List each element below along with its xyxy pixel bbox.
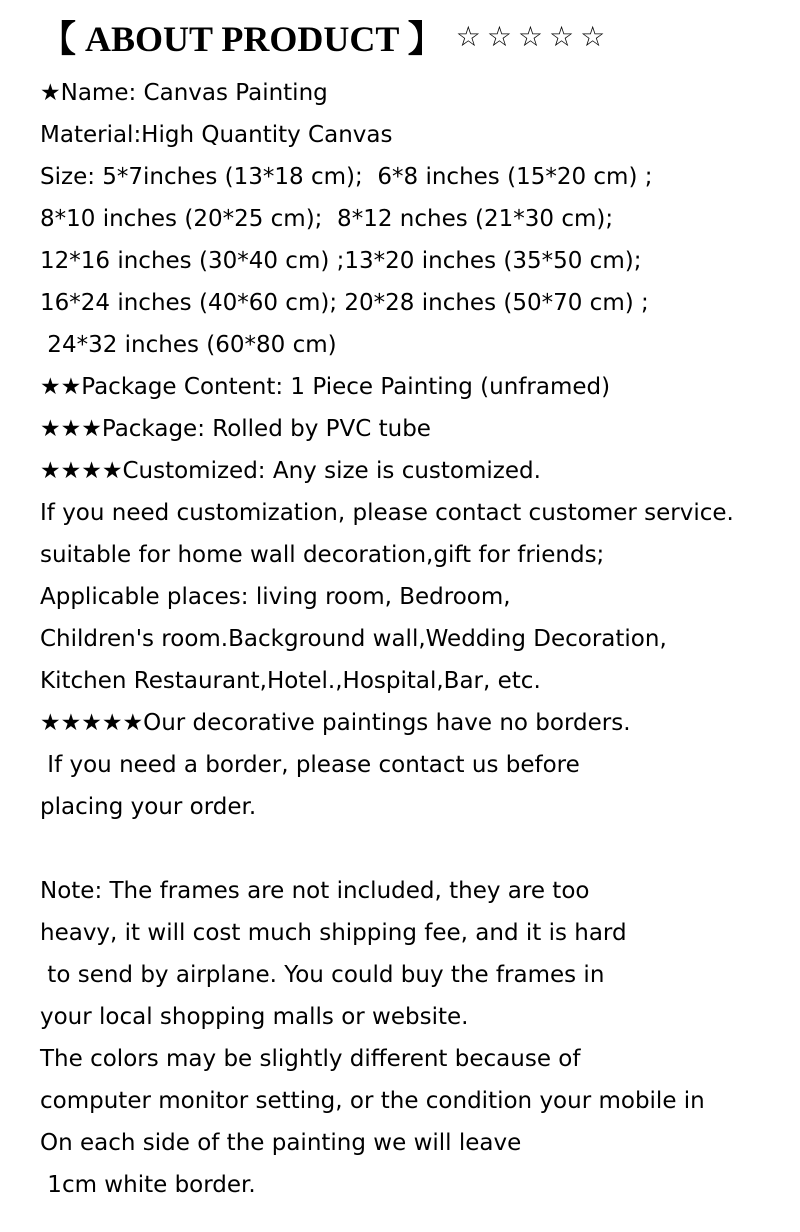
page-title: 【 ABOUT PRODUCT 】 (40, 18, 444, 59)
description-line: Kitchen Restaurant,Hotel.,Hospital,Bar, etc. (40, 668, 541, 694)
product-description (40, 72, 780, 1206)
description-line: Material:High Quantity Canvas (40, 122, 393, 148)
note-line: your local shopping malls or website. (40, 1004, 469, 1030)
page-header (40, 10, 611, 62)
description-line: Applicable places: living room, Bedroom, (40, 584, 511, 610)
blank-line (40, 828, 780, 870)
description-line: If you need a border, please contact us before (40, 752, 580, 778)
description-line: If you need customization, please contact customer service. (40, 500, 734, 526)
note-line: heavy, it will cost much shipping fee, and it is hard (40, 920, 627, 946)
description-line: Size: 5*7inches (13*18 cm); 6*8 inches (15*20 cm) ; (40, 164, 653, 190)
description-line: suitable for home wall decoration,gift for friends; (40, 542, 605, 568)
description-line: 8*10 inches (20*25 cm); 8*12 nches (21*30 cm); (40, 206, 614, 232)
note-line: computer monitor setting, or the condition your mobile in (40, 1088, 705, 1114)
note-line: to send by airplane. You could buy the frames in (40, 962, 605, 988)
note-line: Note: The frames are not included, they are too (40, 878, 590, 904)
description-line: 16*24 inches (40*60 cm); 20*28 inches (50*70 cm) ; (40, 290, 649, 316)
note-line: 1cm white border. (40, 1172, 256, 1198)
note-line: On each side of the painting we will leave (40, 1130, 522, 1156)
description-line: ★Name: Canvas Painting (40, 80, 328, 106)
rating-stars-icon: ☆☆☆☆☆ (455, 19, 612, 53)
description-line: ★★★★Customized: Any size is customized. (40, 458, 541, 484)
note-line: The colors may be slightly different because of (40, 1046, 581, 1072)
description-line: 24*32 inches (60*80 cm) (40, 332, 337, 358)
description-line: 12*16 inches (30*40 cm) ;13*20 inches (35*50 cm); (40, 248, 642, 274)
description-line: Children's room.Background wall,Wedding Decoration, (40, 626, 667, 652)
description-line: ★★★Package: Rolled by PVC tube (40, 416, 431, 442)
description-line: ★★Package Content: 1 Piece Painting (unframed) (40, 374, 611, 400)
description-line: ★★★★★Our decorative paintings have no borders. (40, 710, 631, 736)
description-line: placing your order. (40, 794, 257, 820)
